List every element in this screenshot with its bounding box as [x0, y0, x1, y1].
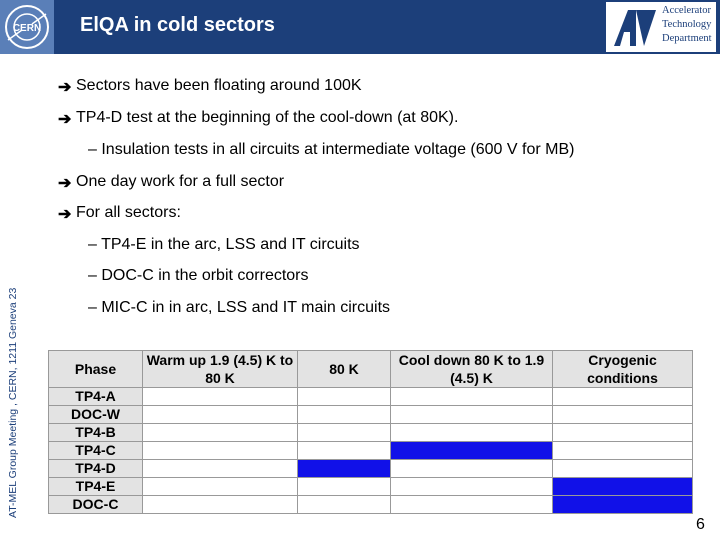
bullet-1	[58, 77, 362, 96]
period-cell	[391, 478, 553, 496]
period-cell	[298, 388, 391, 406]
period-cell	[391, 424, 553, 442]
sub-bullet-text: TP4-E in the arc, LSS and IT circuits	[101, 236, 360, 253]
header-warm-up: Warm up 1.9 (4.5) K to 80 K	[143, 351, 298, 388]
sub-bullet: – Insulation tests in all circuits at intermediate voltage (600 V for MB)	[88, 141, 575, 158]
period-cell	[298, 442, 391, 460]
period-cell	[298, 478, 391, 496]
period-cell	[553, 442, 693, 460]
sub-bullet: – DOC-C in the orbit correctors	[88, 267, 309, 284]
phase-cell: TP4-E	[49, 478, 143, 496]
phase-cell: DOC-C	[49, 496, 143, 514]
bullet-4	[58, 204, 181, 223]
period-cell	[391, 496, 553, 514]
cern-logo-text: CERN	[12, 23, 42, 34]
at-department-label	[662, 4, 712, 46]
table-row	[49, 460, 693, 478]
period-cell	[143, 496, 298, 514]
header-phase: Phase	[49, 351, 143, 388]
sub-bullet-text: Insulation tests in all circuits at intermediate voltage (600 V for MB)	[101, 141, 575, 158]
table-row	[49, 406, 693, 424]
bullet-text: One day work for a full sector	[76, 173, 285, 190]
phase-cell: TP4-B	[49, 424, 143, 442]
arrow-icon: ➔	[58, 111, 72, 128]
arrow-icon: ➔	[58, 206, 72, 223]
table-row	[49, 442, 693, 460]
arrow-icon: ➔	[58, 175, 72, 192]
table-row	[49, 424, 693, 442]
period-cell	[298, 424, 391, 442]
sub-bullet-text: MIC-C in in arc, LSS and IT main circuits	[101, 299, 391, 316]
period-cell	[553, 406, 693, 424]
bullet-text: For all sectors:	[76, 204, 181, 221]
period-cell	[143, 406, 298, 424]
arrow-icon: ➔	[58, 79, 72, 96]
header-80k: 80 K	[298, 351, 391, 388]
bullet-text: Sectors have been floating around 100K	[76, 77, 362, 94]
period-cell	[391, 460, 553, 478]
at-logo-line: Accelerator	[662, 5, 711, 16]
at-logo-line: Technology	[662, 19, 712, 30]
period-cell	[143, 388, 298, 406]
period-cell	[553, 424, 693, 442]
table-row	[49, 478, 693, 496]
table-body	[49, 388, 693, 514]
bullet-2	[58, 109, 459, 128]
side-footer-text: AT-MEL Group Meeting , CERN, 1211 Geneva 23	[7, 287, 19, 518]
period-cell	[143, 442, 298, 460]
phase-cell: TP4-C	[49, 442, 143, 460]
period-cell	[391, 406, 553, 424]
phase-schedule-table	[48, 350, 693, 514]
table-row	[49, 388, 693, 406]
sub-bullet-text: DOC-C in the orbit correctors	[101, 267, 309, 284]
period-cell	[143, 460, 298, 478]
at-logo-icon	[606, 2, 656, 52]
period-cell	[143, 424, 298, 442]
table-row	[49, 496, 693, 514]
sub-bullet: – MIC-C in in arc, LSS and IT main circuits	[88, 299, 391, 316]
sub-bullet: – TP4-E in the arc, LSS and IT circuits	[88, 236, 360, 253]
table-header-row	[49, 351, 693, 388]
period-cell	[391, 388, 553, 406]
period-cell	[143, 478, 298, 496]
cern-logo-icon	[0, 0, 54, 54]
bullet-text: TP4-D test at the beginning of the cool-down (at 80K).	[76, 109, 459, 126]
phase-cell: TP4-D	[49, 460, 143, 478]
slide-header	[0, 0, 720, 54]
period-cell	[553, 460, 693, 478]
page-number: 6	[696, 516, 705, 533]
period-cell	[298, 406, 391, 424]
header-cryogenic: Cryogenic conditions	[553, 351, 693, 388]
phase-cell: TP4-A	[49, 388, 143, 406]
active-period-cell	[391, 442, 553, 460]
phase-cell: DOC-W	[49, 406, 143, 424]
active-period-cell	[553, 478, 693, 496]
period-cell	[553, 388, 693, 406]
at-logo-line: Department	[662, 33, 712, 44]
header-cool-down: Cool down 80 K to 1.9 (4.5) K	[391, 351, 553, 388]
slide-title: ElQA in cold sectors	[80, 14, 275, 36]
active-period-cell	[553, 496, 693, 514]
period-cell	[298, 496, 391, 514]
active-period-cell	[298, 460, 391, 478]
cern-logo	[0, 0, 54, 54]
bullet-3	[58, 173, 285, 192]
